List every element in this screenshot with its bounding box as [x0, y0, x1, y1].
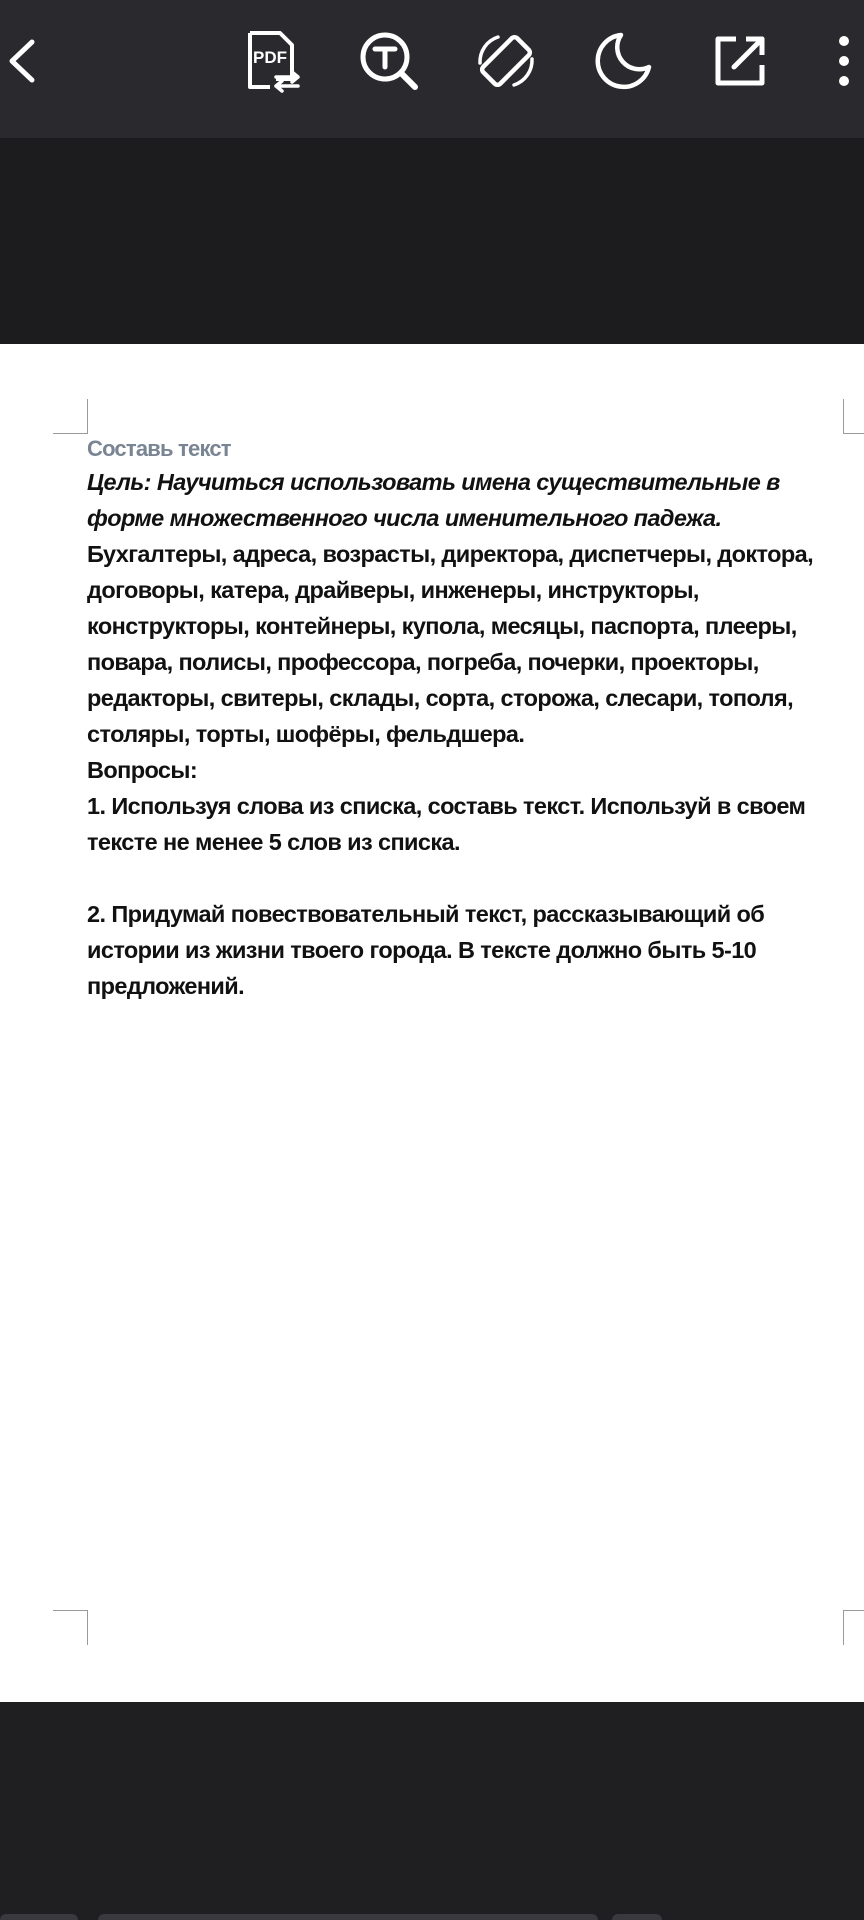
pdf-convert-button[interactable] — [240, 29, 304, 93]
pdf-glyph: PDF — [253, 48, 287, 67]
bottom-tab-center[interactable] — [98, 1914, 598, 1920]
word-list: Бухгалтеры, адреса, возрасты, директора, диспетчеры, доктора, договоры, катера, драйверы, инженеры, инструкторы, конструкторы, контейнеры, купола, месяцы, паспорта, плееры, повара, полисы, профессора, погреба, почерки, проекторы, редакторы, свитеры, склады, сорта, сторожа, слесари, тополя, — [87, 541, 814, 711]
viewer-background-top — [0, 138, 864, 344]
document-title: Составь текст — [87, 436, 231, 461]
word-list-end: столяры, торты, шофёры, фельдшера. — [87, 721, 525, 747]
more-vert-icon — [828, 31, 852, 91]
goal-paragraph — [87, 464, 847, 536]
back-icon — [2, 36, 42, 86]
question-2-text: Придумай повествовательный текст, рассказывающий об истории из жизни твоего города. В тексте должно быть 5-10 предложений. — [87, 901, 765, 999]
rotate-screen-button[interactable] — [474, 29, 538, 93]
pdf-convert-icon — [240, 29, 304, 93]
viewer-background-bottom — [0, 1702, 864, 1920]
share-open-button[interactable] — [708, 29, 772, 93]
question-1-text: Используя слова из списка, составь текст. Используй в своем тексте не менее 5 слов из списка. — [87, 793, 806, 855]
text-recognize-icon — [357, 29, 421, 93]
back-button[interactable] — [0, 29, 54, 93]
questions-heading: Вопросы: — [87, 757, 198, 783]
crop-mark-bottom-right — [843, 1610, 864, 1645]
goal-label: Цель: — [87, 469, 151, 495]
more-options-button[interactable] — [816, 29, 864, 93]
crop-mark-top-right — [843, 399, 864, 434]
goal-text: Научиться использовать имена существительные в форме множественного числа именительного падежа. — [87, 469, 780, 531]
night-mode-button[interactable] — [591, 29, 655, 93]
text-recognize-button[interactable] — [357, 29, 421, 93]
bottom-tab-left[interactable] — [0, 1914, 78, 1920]
bottom-tab-right[interactable] — [612, 1914, 662, 1920]
crop-mark-bottom-left — [53, 1610, 88, 1645]
share-open-icon — [708, 29, 772, 93]
rotate-screen-icon — [474, 29, 538, 93]
question-2-number: 2. — [87, 901, 106, 927]
question-1 — [87, 788, 847, 860]
document-page[interactable] — [0, 344, 864, 1702]
document-body — [87, 434, 847, 1004]
night-mode-icon — [591, 29, 655, 93]
paragraph-gap — [87, 860, 847, 896]
question-2 — [87, 896, 847, 1004]
question-1-number: 1. — [87, 793, 106, 819]
top-toolbar — [0, 0, 864, 138]
crop-mark-top-left — [53, 399, 88, 434]
